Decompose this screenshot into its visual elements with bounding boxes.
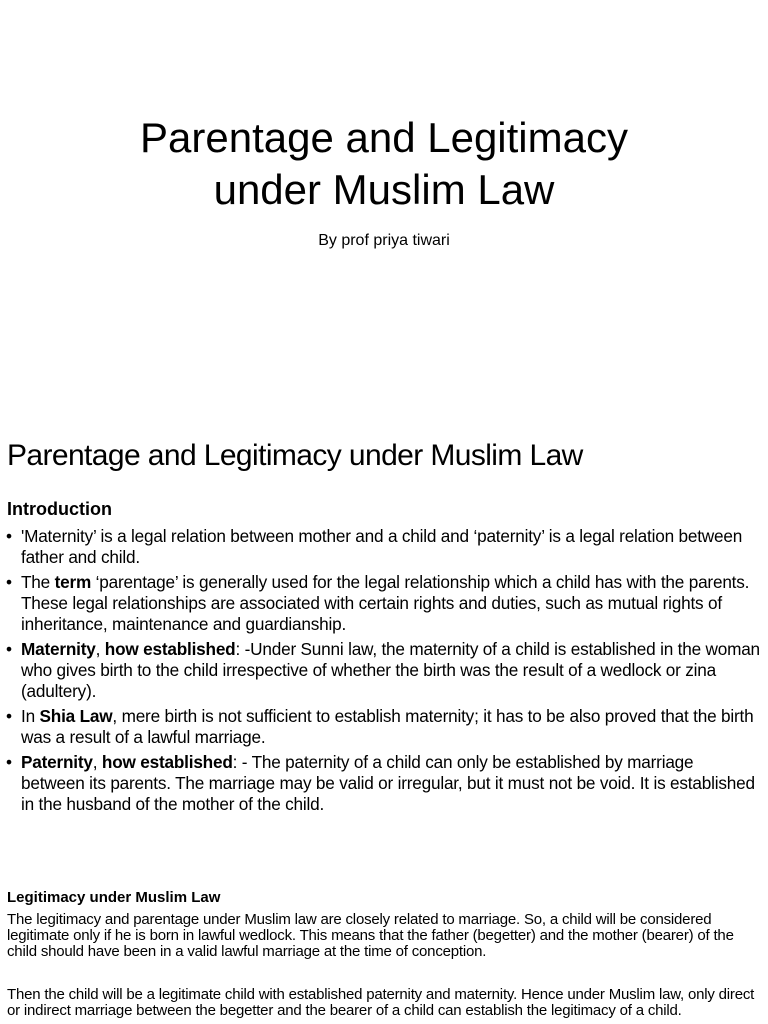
legitimacy-paragraph-1: The legitimacy and parentage under Muslim law are closely related to marriage. So, a child will be considered legitimate only if he is born in lawful wedlock. This means that the father (begetter) and the mother (bearer) of the child should have been in a valid lawful marriage at the time of conception. [7, 911, 734, 960]
bullet-list [0, 526, 760, 819]
bullet-item-paternity-established [0, 752, 760, 815]
slide-title-line-2: under Muslim Law [213, 166, 555, 213]
bullet-bold-2: Shia Law [39, 706, 113, 726]
bullet-icon: • [6, 752, 12, 772]
content-slide-title: Parentage and Legitimacy under Muslim Law [7, 439, 583, 472]
bullet-item-maternity-established [0, 639, 760, 702]
bullet-text-1: The [21, 572, 55, 592]
bullet-text-2: , mere birth is not sufficient to establish maternity; it has to be also proved that the birth was a result of a lawful marriage. [21, 706, 754, 747]
introduction-heading: Introduction [7, 499, 112, 519]
bullet-item-shia-law [0, 706, 760, 748]
bullet-text-1: , [92, 752, 102, 772]
bullet-icon: • [6, 572, 12, 592]
bullet-bold-2: how established [101, 752, 233, 772]
bullet-icon: • [6, 706, 12, 726]
bullet-bold-1: Maternity [21, 639, 96, 659]
legitimacy-heading: Legitimacy under Muslim Law [7, 889, 221, 906]
bullet-item-maternity-definition [0, 526, 760, 568]
bullet-text-2: : - The paternity of a child can only be established by marriage between its parents. The marriage may be valid or irregular, but it must not be void. It is established in the husband of the mother of the child. [21, 752, 755, 814]
bullet-text-2: ‘parentage’ is generally used for the legal relationship which a child has with the parents. These legal relationships are associated with certain rights and duties, such as mutual rights of inheritance, maintenance and guardianship. [21, 572, 750, 634]
content-slide [0, 432, 768, 1024]
bullet-text-1: 'Maternity’ is a legal relation between mother and a child and ‘paternity’ is a legal relation between father and child. [21, 526, 743, 567]
legitimacy-paragraph-2: Then the child will be a legitimate child with established paternity and maternity. Hence under Muslim law, only direct or indirect marriage between the begetter and the bearer of a child can establish the legitimacy of a child. [7, 986, 755, 1019]
bullet-icon: • [6, 526, 12, 546]
bullet-icon: • [6, 639, 12, 659]
bullet-bold-2: how established [104, 639, 236, 659]
bullet-bold-2: term [54, 572, 92, 592]
author-byline: By prof priya tiwari [318, 232, 450, 249]
bullet-bold-1: Paternity [21, 752, 93, 772]
bullet-text-2: : -Under Sunni law, the maternity of a child is established in the woman who gives birth to the child irrespective of whether the birth was the result of a wedlock or zina (adultery). [21, 639, 760, 701]
bullet-item-parentage-term [0, 572, 760, 635]
slide-title-line-1: Parentage and Legitimacy [140, 114, 628, 161]
bullet-text-1: In [21, 706, 40, 726]
bullet-text-1: , [95, 639, 105, 659]
slide-title [0, 112, 768, 216]
title-slide [0, 0, 768, 432]
